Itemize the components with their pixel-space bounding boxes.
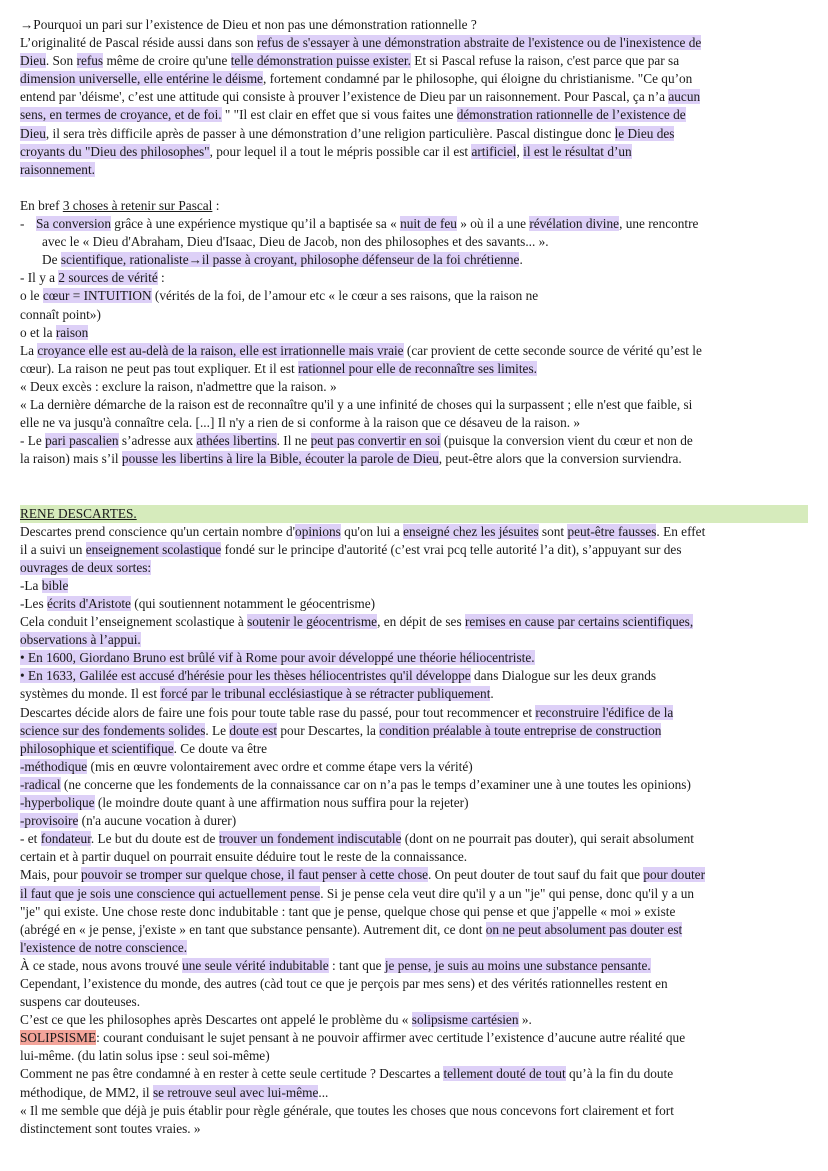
text-segment: s’adresse aux (118, 433, 197, 449)
text-segment: , il sera très difficile après de passer à une démonstration d’une religion particulière. Pascal distingue donc (45, 125, 615, 141)
text-line (20, 342, 808, 360)
text-segment: même de croire qu'une (103, 53, 231, 69)
highlighted-text: tellement douté de tout (443, 1066, 566, 1082)
text-line (20, 1065, 808, 1083)
text-line (20, 1120, 808, 1138)
highlighted-text: on ne peut absolument pas douter est (485, 921, 683, 937)
text-line (20, 1011, 808, 1029)
text-line (20, 360, 808, 378)
highlighted-text: dimension universelle, elle entérine le déisme (20, 71, 263, 87)
text-segment: . (519, 252, 523, 268)
text-line (20, 287, 808, 305)
text-line (20, 468, 808, 486)
highlighted-text: trouver un fondement indiscutable (218, 831, 402, 847)
text-line (20, 396, 808, 414)
text-line (20, 450, 808, 468)
highlighted-text: soutenir le géocentrisme (247, 614, 378, 630)
text-segment: Descartes décide alors de faire une fois pour toute table rase du passé, pour tout recommencer et (20, 704, 536, 720)
text-line (20, 306, 808, 324)
text-line (20, 324, 808, 342)
text-segment: -Les (20, 596, 47, 611)
highlighted-text: pari pascalien (45, 433, 119, 449)
text-segment: (n'a aucune vocation à durer) (78, 813, 237, 829)
highlighted-text: condition préalable à toute entreprise de construction (379, 722, 662, 738)
text-segment: . Le but du doute est de (90, 831, 219, 847)
text-segment: avec le « Dieu d'Abraham, Dieu d'Isaac, Dieu de Jacob, non des philosophes et des savants... ». (42, 234, 549, 250)
highlighted-text: se retrouve seul avec lui-même (152, 1084, 319, 1100)
text-line (20, 1084, 808, 1102)
text-line (20, 1047, 808, 1065)
highlighted-text: ouvrages de deux sortes: (20, 559, 152, 575)
highlighted-text: pouvoir se tromper sur quelque chose, il faut penser à cette chose (80, 867, 429, 883)
text-line (20, 52, 808, 70)
text-segment: (car provient de cette seconde source de vérité qu’est le (403, 342, 702, 358)
text-line (20, 70, 808, 88)
text-segment: : tant que (328, 957, 385, 973)
text-segment: De (42, 252, 61, 268)
text-line (20, 866, 808, 884)
text-line (20, 414, 808, 432)
text-segment: ... (318, 1084, 329, 1100)
text-line (20, 541, 808, 559)
text-segment: -La (20, 577, 42, 593)
text-line (20, 595, 808, 613)
text-segment: « Deux excès : exclure la raison, n'admettre que la raison. » (20, 378, 337, 394)
highlighted-text: 2 sources de vérité (58, 270, 158, 286)
text-segment: (le moindre doute quant à une affirmation nous suffira pour la rejeter) (94, 795, 469, 811)
highlighted-text: refus (76, 53, 104, 69)
text-line (20, 758, 808, 776)
text-segment: : courant conduisant le sujet pensant à ne pouvoir affirmer avec certitude l’existence d’aucune autre réalité que (96, 1030, 686, 1046)
highlighted-text: athées libertins (196, 433, 277, 449)
highlighted-text: écrits d'Aristote (46, 596, 131, 611)
text-segment: →Pourquoi un pari sur l’existence de Dieu et non pas une démonstration rationnelle ? (20, 17, 477, 32)
highlighted-text: • En 1633, Galilée est accusé d'hérésie pour les thèses héliocentristes qu'il développe (20, 668, 471, 684)
text-segment: » où il a une (456, 216, 530, 232)
highlighted-text: Dieu (20, 53, 46, 69)
highlighted-text: il est le résultat d’un (523, 143, 632, 159)
text-segment: Descartes prend conscience qu'un certain nombre d' (20, 523, 296, 539)
text-segment: Mais, pour (20, 867, 81, 883)
text-line (20, 631, 808, 649)
highlighted-text: • En 1600, Giordano Bruno est brûlé vif à Rome pour avoir développé une théorie héliocentriste. (20, 650, 535, 666)
text-line (20, 432, 808, 450)
text-segment: . (490, 686, 494, 702)
highlighted-text: révélation divine (529, 216, 620, 232)
text-segment: certain et à partir duquel on pourrait ensuite déduire tout le reste de la connaissance. (20, 849, 468, 865)
text-line (20, 88, 808, 106)
section-heading (20, 505, 808, 523)
text-segment: (vérités de la foi, de l’amour etc « le cœur a ses raisons, que la raison ne (151, 288, 539, 304)
highlighted-text: enseigné chez les jésuites (403, 523, 539, 539)
highlighted-text: remises en cause par certains scientifiques, (464, 614, 694, 630)
text-segment: : (157, 270, 165, 286)
text-line (20, 179, 808, 197)
text-segment: . En effet (656, 523, 706, 539)
text-line (20, 794, 808, 812)
highlighted-text: sens, en termes de croyance, et de foi. (20, 107, 222, 123)
highlighted-text: démonstration rationnelle de l’existence de (456, 107, 686, 123)
text-segment: . Il ne (276, 433, 311, 449)
text-segment: En bref (20, 197, 63, 213)
text-segment: . Le (205, 722, 230, 738)
highlighted-text: science sur des fondements solides (20, 722, 206, 738)
text-segment: L’originalité de Pascal réside aussi dans son (20, 35, 257, 51)
text-line (20, 378, 808, 396)
text-line (20, 667, 808, 685)
highlighted-text: peut pas convertir en soi (310, 433, 441, 449)
text-segment: , pour lequel il a tout le mépris possible car il est (209, 143, 472, 159)
text-line (20, 215, 808, 233)
highlighted-text: Dieu (20, 125, 46, 141)
text-segment: : (212, 197, 220, 213)
text-segment: - Il y a (20, 270, 59, 286)
highlighted-text: -méthodique (20, 758, 88, 774)
text-line (20, 577, 808, 595)
highlighted-text: une seule vérité indubitable (182, 957, 329, 973)
text-segment: il a suivi un (20, 541, 86, 557)
text-segment: lui-même. (du latin solus ipse : seul soi-même) (20, 1048, 270, 1064)
text-segment: (qui soutiennent notamment le géocentrisme) (130, 596, 376, 611)
highlighted-text: philosophique et scientifique (20, 740, 174, 756)
text-segment: distinctement sont toutes vraies. » (20, 1120, 201, 1136)
highlighted-text: opinions (295, 523, 341, 539)
text-segment: "je" qui existe. Une chose reste donc indubitable : tant que je pense, quelque chose qui pense et que j'appelle « moi » existe (20, 903, 676, 919)
highlighted-text: peut-être fausses (567, 523, 657, 539)
text-segment: , fortement condamné par le philosophe, qui éloigne du christianisme. "Ce qu’on (262, 71, 693, 87)
text-line (20, 704, 808, 722)
text-segment: , peut-être alors que la conversion surviendra. (438, 451, 682, 467)
text-segment: sont (538, 523, 568, 539)
text-segment: (dont on ne pourrait pas douter), qui serait absolument (401, 831, 694, 847)
text-segment: (ne concerne que les fondements de la connaissance car on n’a pas le temps d’examiner une à une toutes les opinions) (60, 776, 691, 792)
text-segment: (mis en œuvre volontairement avec ordre et comme étape vers la vérité) (87, 758, 473, 774)
text-segment: elle ne va jusqu'à connaître cela. [...] Il n'y a rien de si conforme à la raison que ce désaveu de la raison. » (20, 415, 581, 431)
text-segment: ». (518, 1012, 532, 1028)
highlighted-text: le Dieu des (614, 125, 675, 141)
highlighted-text: pour douter (643, 867, 705, 883)
highlighted-text: raisonnement. (20, 161, 95, 177)
highlighted-text: enseignement scolastique (85, 541, 222, 557)
highlighted-text: doute est (229, 722, 278, 738)
highlighted-text: observations à l’appui. (20, 632, 141, 648)
highlighted-text: il faut que je sois une conscience qui actuellement pense (20, 885, 321, 901)
highlighted-text: -radical (20, 776, 61, 792)
text-segment: grâce à une expérience mystique qu’il a baptisée sa « (110, 216, 401, 232)
text-line (20, 16, 808, 34)
highlighted-text: -hyperbolique (20, 795, 95, 811)
text-line (20, 559, 808, 577)
highlighted-text: fondateur (40, 831, 91, 847)
text-segment: Cependant, l’existence du monde, des autres (càd tout ce que je perçois par mes sens) et des vérités rationnelles restent en (20, 975, 668, 991)
text-segment: systèmes du monde. Il est (20, 686, 161, 702)
highlighted-text: refus de s'essayer à une démonstration abstraite de l'existence ou de l'inexistence de (256, 35, 702, 51)
highlighted-text: Sa conversion (36, 216, 111, 232)
highlighted-text: pousse les libertins à lire la Bible, écouter la parole de Dieu (121, 451, 439, 467)
text-segment: « Il me semble que déjà je puis établir pour règle générale, que toutes les choses que nous concevons fort clairement et fort (20, 1102, 674, 1118)
text-line (20, 143, 808, 161)
text-segment: « La dernière démarche de la raison est de reconnaître qu'il y a une infinité de choses qui la surpassent ; elle n'est que faible, si (20, 396, 693, 412)
highlighted-text: aucun (668, 89, 701, 105)
text-line (20, 812, 808, 830)
text-line (20, 486, 808, 504)
text-segment: suspens car douteuses. (20, 994, 141, 1010)
text-segment: entend par 'déisme', c’est une attitude qui consiste à prouver l’existence de Dieu par un raisonnement. Pour Pascal, ça n’a (20, 89, 669, 105)
highlighted-text: l'existence de notre conscience. (20, 939, 188, 955)
dash-bullet-icon: - (20, 216, 25, 232)
text-segment: connaît point») (20, 306, 101, 322)
text-segment: (puisque la conversion vient du cœur et non de (440, 433, 693, 449)
text-line (20, 106, 808, 124)
text-line (20, 722, 808, 740)
text-line (20, 251, 808, 269)
highlighted-text: nuit de feu (400, 216, 457, 232)
text-line (20, 233, 808, 251)
text-segment: , une rencontre (619, 216, 699, 232)
highlighted-text: reconstruire l'édifice de la (535, 704, 674, 720)
text-segment: o le (20, 288, 43, 304)
text-segment: (abrégé en « je pense, j'existe » en tant que substance pensante). Autrement dit, ce dont (20, 921, 486, 937)
highlighted-text: artificiel (471, 143, 517, 159)
text-line (20, 523, 808, 541)
text-segment: qu'on lui a (340, 523, 404, 539)
text-segment: méthodique, de MM2, il (20, 1084, 153, 1100)
highlighted-text: raison (55, 324, 89, 340)
highlighted-text: croyance elle est au-delà de la raison, elle est irrationnelle mais vraie (37, 342, 404, 358)
text-segment: , (516, 143, 524, 159)
text-segment: La (20, 342, 38, 358)
text-segment: o et la (20, 324, 56, 340)
text-line (20, 125, 808, 143)
text-line (20, 903, 808, 921)
text-segment: cœur). La raison ne peut pas tout expliquer. Et il est (20, 360, 299, 376)
text-segment: . On peut douter de tout sauf du fait que (428, 867, 644, 883)
text-line (20, 740, 808, 758)
text-segment: C’est ce que les philosophes après Descartes ont appelé le problème du « (20, 1012, 412, 1028)
text-segment: Et si Pascal refuse la raison, c'est parce que par sa (410, 53, 680, 69)
text-segment: . Si je pense cela veut dire qu'il y a un "je" qui pense, donc qu'il y a un (320, 885, 695, 901)
text-segment: - Le (20, 433, 46, 449)
highlighted-text: forcé par le tribunal ecclésiastique à se rétracter publiquement (160, 686, 491, 702)
highlighted-text: telle démonstration puisse exister. (230, 53, 411, 69)
text-line (20, 1102, 808, 1120)
text-line (20, 685, 808, 703)
text-line (20, 957, 808, 975)
text-line (20, 161, 808, 179)
highlighted-text: -provisoire (20, 813, 79, 829)
text-line (20, 848, 808, 866)
highlighted-term: SOLIPSISME (20, 1030, 97, 1046)
highlighted-text: scientifique, rationaliste→il passe à croyant, philosophe défenseur de la foi chrétienne (60, 252, 520, 268)
text-segment: qu’à la fin du doute (565, 1066, 674, 1082)
text-line (20, 885, 808, 903)
text-segment: - et (20, 831, 41, 847)
text-line (20, 993, 808, 1011)
text-line (20, 34, 808, 52)
text-line (20, 269, 808, 287)
text-line (20, 649, 808, 667)
text-line (20, 1029, 808, 1047)
text-line (20, 197, 808, 215)
text-line (20, 975, 808, 993)
text-line (20, 830, 808, 848)
text-segment: " "Il est clair en effet que si vous faites une (221, 107, 457, 123)
text-segment: fondé sur le principe d'autorité (c’est vrai pcq telle autorité l’a dit), s’appuyant sur des (221, 541, 682, 557)
text-segment: 3 choses à retenir sur Pascal (62, 197, 213, 213)
highlighted-text: croyants du "Dieu des philosophes" (20, 143, 210, 159)
text-line (20, 776, 808, 794)
text-segment: À ce stade, nous avons trouvé (20, 957, 183, 973)
text-segment: , en dépit de ses (377, 614, 465, 630)
text-segment: . Ce doute va être (173, 740, 268, 756)
text-line (20, 939, 808, 957)
highlighted-text: solipsisme cartésien (411, 1012, 519, 1028)
text-segment: Comment ne pas être condamné à en rester à cette seule certitude ? Descartes a (20, 1066, 444, 1082)
highlighted-text: je pense, je suis au moins une substance pensante. (384, 957, 651, 973)
text-segment: Cela conduit l’enseignement scolastique à (20, 614, 248, 630)
text-line (20, 613, 808, 631)
text-segment: . Son (45, 53, 77, 69)
text-segment: la raison) mais s’il (20, 451, 122, 467)
text-segment: RENE DESCARTES. (20, 505, 137, 521)
text-line (20, 921, 808, 939)
highlighted-text: rationnel pour elle de reconnaître ses limites. (298, 360, 537, 376)
text-segment: dans Dialogue sur les deux grands (470, 668, 657, 684)
highlighted-text: cœur = INTUITION (42, 288, 152, 304)
highlighted-text: bible (41, 577, 69, 593)
text-segment: pour Descartes, la (277, 722, 380, 738)
